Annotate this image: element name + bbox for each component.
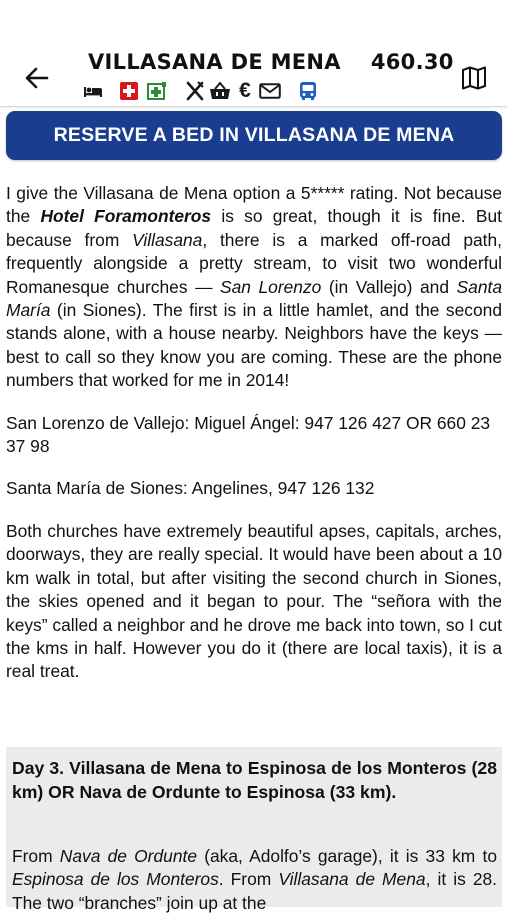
place-name: Espinosa de los Monteros <box>12 869 219 890</box>
distance-km: 460.30 <box>370 50 454 74</box>
text: (in Vallejo) and <box>321 276 457 297</box>
phone-san-lorenzo: San Lorenzo de Vallejo: Miguel Ángel: 947 126 427 OR 660 23 37 98 <box>6 412 491 457</box>
mail-icon <box>259 80 281 102</box>
hotel-name: Hotel Foramonteros <box>40 206 212 227</box>
stage-description <box>6 182 502 703</box>
top-app-bar <box>0 0 507 107</box>
text: . From <box>218 869 279 890</box>
paragraph-rating <box>6 182 502 393</box>
town-name: VILLASANA DE MENA <box>88 50 341 74</box>
text: From <box>12 846 60 866</box>
services-icons <box>82 80 319 102</box>
text: (in Siones). The first is in a little hamlet, and the second stands alone, with a house nearby. Neighbors have the keys — best to call so they know you are coming. These are the phone numbers that worked for me in 2014! <box>6 300 502 391</box>
map-icon <box>461 66 487 90</box>
day-description <box>12 845 497 915</box>
health-center-icon <box>146 80 168 102</box>
day-section <box>6 747 502 913</box>
text: (aka, Adolfo’s garage), it is 33 km to <box>197 846 498 866</box>
text: is so great, though it is fine. But because from <box>6 206 502 250</box>
map-button[interactable] <box>460 64 488 92</box>
shop-basket-icon <box>209 80 231 102</box>
church-name: Santa María <box>6 276 502 321</box>
pharmacy-cross-icon <box>118 80 140 102</box>
restaurant-icon <box>184 80 206 102</box>
church-name: San Lorenzo <box>220 276 322 297</box>
text: I give the Villasana de Mena option a 5***** rating. Not because the <box>6 183 502 227</box>
back-button[interactable] <box>22 63 52 93</box>
bed-icon <box>82 80 104 102</box>
reserve-bed-label: RESERVE A BED IN VILLASANA DE MENA <box>53 124 455 146</box>
bus-icon <box>297 80 319 102</box>
place-name: Nava de Ordunte <box>59 846 197 866</box>
reserve-bed-button[interactable] <box>6 111 502 160</box>
text: , it is 28. The two “branches” join up at the <box>12 869 497 913</box>
arrow-left-icon <box>25 67 49 89</box>
day-title: Day 3. Villasana de Mena to Espinosa de los Monteros (28 km) OR Nava de Ordunte to Espinosa (33 km). <box>12 758 497 802</box>
place-name: Villasana de Mena <box>278 869 426 890</box>
stage-title <box>88 48 454 76</box>
text: , there is a marked off-road path, frequently alongside a pretty stream, to visit two wonderful Romanesque churches — <box>6 229 502 297</box>
place-name: Villasana <box>132 229 203 250</box>
phone-santa-maria: Santa María de Siones: Angelines, 947 126 132 <box>6 478 375 499</box>
paragraph-churches: Both churches have extremely beautiful apses, capitals, arches, doorways, they are really special. It would have been about a 10 km walk in total, but after visiting the second church in Siones, the skies opened and it began to pour. The “señora with the keys” called a neighbor and he drove me back into town, so I cut the kms in half. However you do it (there are local taxis), it is a real treat. <box>6 520 502 682</box>
euro-atm-icon: € <box>239 79 251 102</box>
